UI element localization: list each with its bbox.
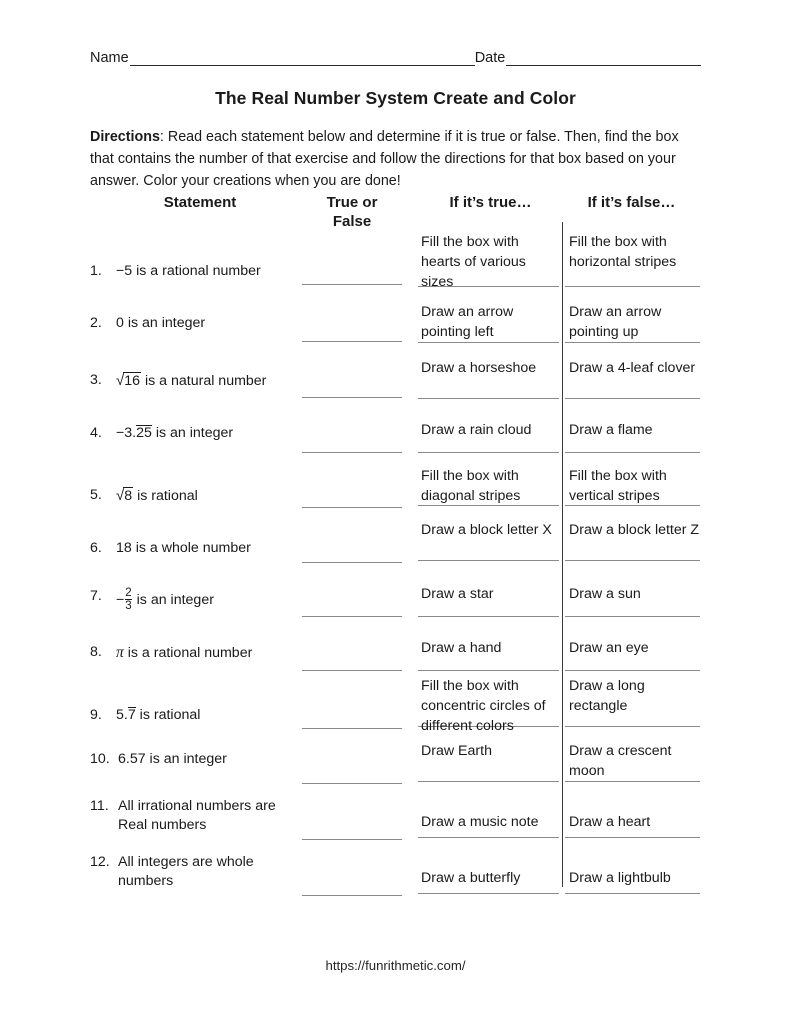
if-false-cell: Draw an eye: [565, 638, 700, 671]
statement-tail: is an integer: [151, 425, 234, 441]
date-label: Date: [474, 50, 506, 66]
statement-text: All integers are whole numbers: [118, 854, 254, 890]
statement-cell: [90, 539, 295, 558]
if-false-cell: Draw a 4-leaf clover: [565, 358, 700, 399]
sqrt-expression: [116, 371, 141, 391]
table-row: [90, 785, 700, 841]
if-true-cell: Draw a butterfly: [418, 868, 559, 894]
statement-body: [118, 750, 295, 769]
radicand: 8: [124, 488, 133, 504]
answer-blank[interactable]: [302, 507, 402, 508]
if-true-cell: Draw a block letter X: [418, 520, 559, 561]
if-false-cell: Draw a lightbulb: [565, 868, 700, 894]
repeating-digits: 25: [136, 425, 152, 441]
table-row: [90, 288, 700, 344]
radicand: 16: [124, 373, 141, 389]
answer-blank[interactable]: [302, 341, 402, 342]
statement-cell: [90, 587, 295, 612]
worksheet-table: [90, 222, 700, 890]
statement-cell: [90, 262, 295, 281]
statement-cell: [90, 486, 295, 506]
statement-cell: [90, 706, 295, 725]
statement-number: 9.: [90, 707, 102, 723]
footer-url: https://funrithmetic.com/: [325, 958, 466, 973]
if-true-cell: Draw a hand: [418, 638, 559, 671]
statement-number: 10.: [90, 751, 110, 767]
if-false-cell: Fill the box with horizontal stripes: [565, 232, 700, 287]
statement-lead: 5.: [116, 707, 128, 723]
answer-blank[interactable]: [302, 616, 402, 617]
directions-label: Directions: [90, 129, 160, 145]
statement-lead: −: [116, 592, 125, 609]
statement-number: 3.: [90, 372, 102, 388]
directions-text: : Read each statement below and determine if it is true or false. Then, find the box that contains the number of that exercise and follow the directions for that box based on your answer. Color your creations when you are done!: [90, 129, 679, 190]
if-true-cell: Draw a music note: [418, 812, 559, 838]
answer-blank[interactable]: [302, 783, 402, 784]
statement-body: [116, 486, 295, 506]
statement-number: 12.: [90, 854, 110, 870]
if-false-cell: Draw a flame: [565, 420, 700, 453]
name-blank[interactable]: [130, 51, 475, 66]
radical-sign: √: [116, 372, 125, 389]
table-row: [90, 344, 700, 400]
directions-paragraph: [90, 126, 690, 192]
statement-cell: [90, 750, 295, 769]
if-true-cell: Fill the box with diagonal stripes: [418, 466, 559, 506]
answer-blank[interactable]: [302, 839, 402, 840]
statement-tail: is an integer: [132, 592, 214, 609]
statement-cell: [90, 797, 295, 835]
if-false-cell: Draw an arrow pointing up: [565, 302, 700, 343]
sqrt-expression: [116, 486, 133, 506]
table-row: [90, 400, 700, 454]
statement-body: [116, 706, 295, 725]
statement-body: [116, 643, 295, 664]
statement-body: [116, 262, 295, 281]
statement-number: 7.: [90, 588, 102, 604]
radical-sign: √: [116, 487, 125, 504]
statement-cell: [90, 853, 295, 891]
name-date-line: [90, 44, 700, 66]
statement-tail: is a rational number: [123, 645, 253, 661]
statement-tail: is rational: [133, 488, 198, 504]
column-header-tf-line2: False: [332, 213, 372, 231]
statement-number: 4.: [90, 425, 102, 441]
answer-blank[interactable]: [302, 452, 402, 453]
answer-blank[interactable]: [302, 562, 402, 563]
name-label: Name: [90, 50, 129, 66]
if-false-cell: Draw a block letter Z: [565, 520, 700, 561]
if-true-cell: Draw a rain cloud: [418, 420, 559, 453]
statement-number: 11.: [90, 798, 109, 814]
statement-cell: [90, 643, 295, 664]
statement-number: 1.: [90, 263, 102, 279]
if-false-cell: Draw a crescent moon: [565, 741, 700, 782]
table-row: [90, 509, 700, 564]
pi-symbol: π: [116, 644, 124, 661]
if-true-cell: Draw a horseshoe: [418, 358, 559, 399]
statement-body: [118, 853, 295, 891]
column-header-if-true: If it’s true…: [449, 194, 532, 211]
statement-text: 0 is an integer: [116, 315, 206, 331]
if-false-cell: Draw a long rectangle: [565, 676, 700, 727]
table-row: [90, 454, 700, 509]
fraction-denominator: 3: [125, 600, 132, 613]
statement-cell: [90, 424, 295, 443]
statement-text: All irrational numbers are Real numbers: [118, 798, 276, 834]
statement-number: 2.: [90, 315, 102, 331]
page-title: The Real Number System Create and Color: [215, 88, 576, 108]
if-false-cell: Fill the box with vertical stripes: [565, 466, 700, 506]
table-row: [90, 841, 700, 897]
answer-blank[interactable]: [302, 728, 402, 729]
date-blank[interactable]: [506, 51, 701, 66]
statement-cell: [90, 314, 295, 333]
statement-text: 6.57 is an integer: [118, 751, 227, 767]
statement-lead: −3.: [116, 425, 137, 441]
if-false-cell: Draw a heart: [565, 812, 700, 838]
if-true-cell: Fill the box with hearts of various sizes: [418, 232, 559, 287]
table-row: [90, 618, 700, 672]
answer-blank[interactable]: [302, 895, 402, 896]
statement-body: [116, 424, 295, 443]
statement-cell: [90, 371, 295, 391]
if-true-cell: Draw an arrow pointing left: [418, 302, 559, 343]
if-false-cell: Draw a sun: [565, 584, 700, 617]
statement-number: 5.: [90, 487, 102, 503]
column-header-statement: Statement: [163, 194, 237, 211]
table-row: [90, 222, 700, 291]
answer-blank[interactable]: [302, 284, 402, 285]
statement-body: [116, 539, 295, 558]
statement-body: [116, 587, 295, 612]
if-true-cell: Draw Earth: [418, 741, 559, 782]
statement-body: [116, 371, 295, 391]
answer-blank[interactable]: [302, 397, 402, 398]
statement-body: [118, 797, 295, 835]
column-header-if-false: If it’s false…: [587, 194, 676, 211]
statement-body: [116, 314, 295, 333]
statement-number: 8.: [90, 644, 102, 660]
fraction-numerator: 2: [125, 587, 132, 599]
table-row: [90, 564, 700, 618]
column-header-tf-line1: True or: [326, 194, 378, 211]
repeating-digits: 7: [127, 707, 136, 723]
if-true-cell: Fill the box with concentric circles of different colors: [418, 676, 559, 727]
table-row: [90, 730, 700, 785]
statement-number: 6.: [90, 540, 102, 556]
statement-text: 18 is a whole number: [116, 540, 251, 556]
statement-tail: is a natural number: [141, 373, 267, 389]
statement-text: −5 is a rational number: [116, 263, 261, 279]
answer-blank[interactable]: [302, 670, 402, 671]
table-row: [90, 672, 700, 735]
if-true-cell: Draw a star: [418, 584, 559, 617]
fraction: [125, 587, 131, 612]
statement-tail: is rational: [135, 707, 201, 723]
